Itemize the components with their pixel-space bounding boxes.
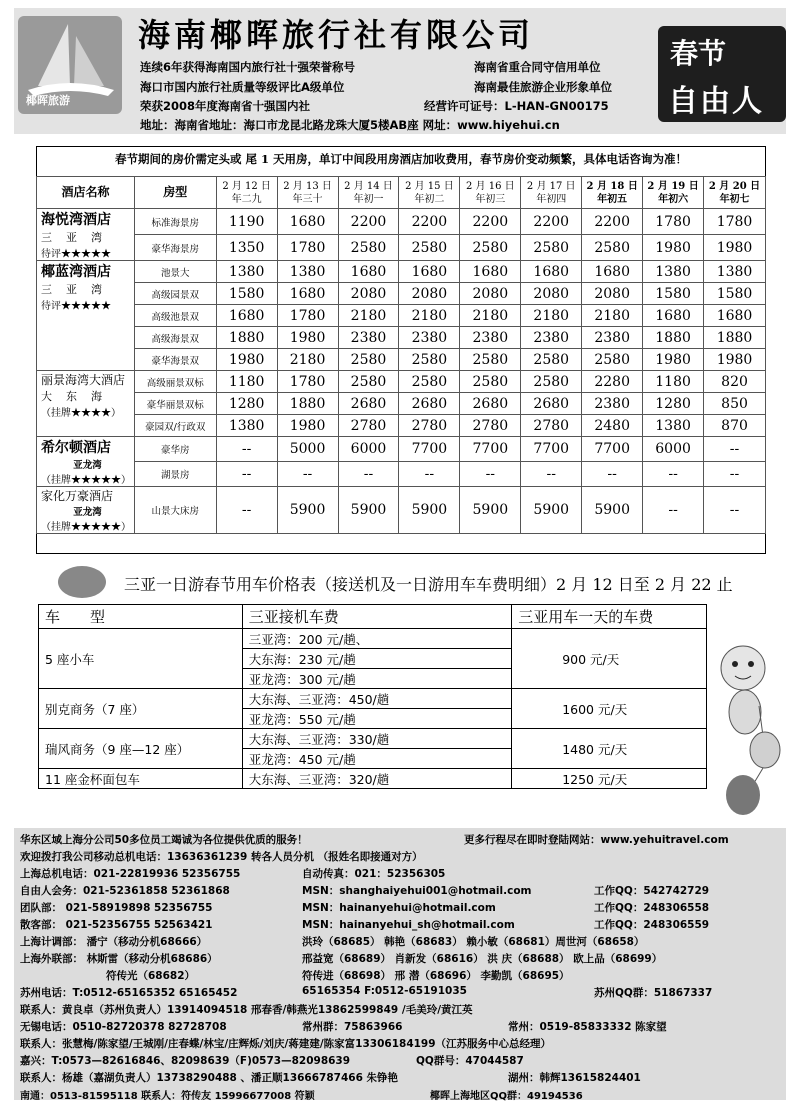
date-label: 2 月 18 日 (586, 180, 638, 192)
price-cell: 2380 (582, 327, 643, 349)
price-cell: -- (582, 462, 643, 487)
hotel-name: 椰蓝湾酒店 (41, 264, 111, 280)
price-cell: 2080 (460, 283, 521, 305)
price-cell: 2380 (460, 327, 521, 349)
price-cell: 7700 (582, 437, 643, 462)
hotel-name: 希尔顿酒店 (41, 440, 111, 456)
price-cell: -- (399, 462, 460, 487)
price-cell: 2580 (521, 235, 582, 261)
price-cell: 2780 (399, 415, 460, 437)
price-cell: 1380 (704, 261, 766, 283)
license-number: 经营许可证号：L-HAN-GN00175 (424, 99, 609, 113)
price-cell: -- (460, 462, 521, 487)
car-type: 瑞风商务（9 座—12 座） (39, 729, 243, 769)
price-cell: 820 (704, 371, 766, 393)
hotel-cell (37, 437, 135, 487)
price-cell: 5900 (277, 487, 338, 534)
day-fee: 1250 元/天 (512, 769, 707, 789)
lunar-label: 年初五 (597, 193, 628, 205)
hotel-area: 亚龙湾 (73, 507, 102, 518)
footer-line: 散客部： 021-52356755 52563421 (20, 919, 213, 931)
price-cell: 5900 (338, 487, 399, 534)
price-cell: 1980 (277, 415, 338, 437)
car-col-header: 三亚用车一天的车费 (512, 605, 707, 629)
price-cell: 2780 (460, 415, 521, 437)
footer-line: 联系人：黄良卓（苏州负责人）13914094518 邢春香/韩燕光13862599849 /毛美玲/黄江英 (20, 1004, 473, 1016)
table-row (37, 327, 766, 349)
table-row (37, 371, 766, 393)
hotel-price-table (36, 176, 766, 534)
price-cell: 1680 (460, 261, 521, 283)
footer-line: 上海总机电话：021-22819936 52356755 (20, 868, 241, 880)
lunar-label: 年初七 (719, 193, 750, 205)
price-cell: 2180 (399, 305, 460, 327)
price-cell: 2680 (521, 393, 582, 415)
price-cell: 2180 (582, 305, 643, 327)
price-cell: 1680 (277, 209, 338, 235)
footer-hotline: 欢迎拨打我公司移动总机电话：13636361239 转各人员分机 （报姓名即接通对方） (20, 851, 423, 863)
price-cell: 2380 (399, 327, 460, 349)
price-cell: 1190 (216, 209, 277, 235)
room-type: 湖景房 (134, 462, 216, 487)
table-row (39, 689, 707, 709)
footer-website[interactable]: 更多行程尽在即时登陆网站：www.yehuitravel.com (464, 834, 729, 846)
footer-line: 嘉兴：T:0573—82616846、82098639（F)0573—82098639 (20, 1055, 351, 1067)
date-label: 2 月 20 日 (708, 180, 761, 192)
room-type: 豪华房 (134, 437, 216, 462)
table-row (39, 769, 707, 789)
date-header (643, 177, 704, 209)
price-cell: 2080 (338, 283, 399, 305)
price-cell: 1780 (643, 209, 704, 235)
col-hotel-name: 酒店名称 (37, 177, 135, 209)
price-cell: 1380 (216, 261, 277, 283)
hotel-rating: 待评★★★★★ (41, 249, 111, 260)
price-cell: -- (704, 437, 766, 462)
footer-line: 南通：0513-81595118 联系人：符传友 15996677008 符颖 (20, 1091, 315, 1102)
price-cell: 1280 (216, 393, 277, 415)
day-fee: 1600 元/天 (512, 689, 707, 729)
price-cell: 1680 (704, 305, 766, 327)
price-cell: -- (338, 462, 399, 487)
table-row (37, 462, 766, 487)
footer-line: 联系人：杨雄（嘉湖负责人）13738290488 、潘正顺13666787466 朱铮艳 (20, 1072, 399, 1084)
transfer-fee: 亚龙湾：300 元/趟 (242, 669, 512, 689)
price-cell: 2580 (338, 349, 399, 371)
date-label: 2 月 13 日 (283, 180, 332, 192)
date-header (399, 177, 460, 209)
price-cell: 2080 (582, 283, 643, 305)
date-header (704, 177, 766, 209)
lunar-label: 年初六 (658, 193, 689, 205)
stamp-top-text: 春节 (670, 37, 727, 70)
hotel-name: 家化万豪酒店 (41, 489, 114, 503)
price-cell: 6000 (338, 437, 399, 462)
footer-line: 常州群：75863966 (302, 1021, 403, 1033)
transfer-fee: 大东海、三亚湾：450/趟 (242, 689, 512, 709)
price-cell: 2380 (521, 327, 582, 349)
price-cell: -- (643, 487, 704, 534)
price-cell: 2580 (460, 235, 521, 261)
footer-qq: 工作QQ：248306559 (594, 919, 710, 931)
footer-line: 符传进（68698） 邢 潜（68696） 李勤凯（68695） (302, 970, 570, 982)
footer-qq: 工作QQ：248306558 (594, 902, 710, 914)
price-cell: -- (521, 462, 582, 487)
hotel-cell (37, 371, 135, 437)
footer-line: 联系人：张慧梅/陈家望/王城刚/庄春蝶/林宝/庄辉烁/刘庆/蒋建建/陈家富13306184199（江苏服务中心总经理） (20, 1038, 552, 1050)
price-cell: 870 (704, 415, 766, 437)
price-cell: 2580 (460, 349, 521, 371)
table-row (39, 629, 707, 649)
footer-line: 苏州电话：T:0512-65165352 65165452 (20, 987, 238, 999)
price-cell: 1980 (704, 349, 766, 371)
room-type: 豪园双/行政双 (134, 415, 216, 437)
transfer-fee: 大东海、三亚湾：320/趟 (242, 769, 512, 789)
price-cell: 5900 (399, 487, 460, 534)
footer-line: 符传光（68682） (106, 970, 196, 982)
price-cell: 1780 (277, 371, 338, 393)
date-header (277, 177, 338, 209)
price-cell: 1380 (643, 415, 704, 437)
footer-line: 上海计调部： 潘宁（移动分机68666） (20, 936, 208, 948)
company-logo (18, 16, 122, 114)
price-cell: 2380 (582, 393, 643, 415)
lunar-label: 年二九 (231, 193, 262, 205)
price-cell: -- (216, 462, 277, 487)
footer-line: 湖州：韩辉13615824401 (508, 1072, 641, 1084)
price-cell: 2180 (521, 305, 582, 327)
price-cell: 2680 (460, 393, 521, 415)
price-cell: 1180 (216, 371, 277, 393)
price-cell: 1580 (216, 283, 277, 305)
price-cell: 1680 (338, 261, 399, 283)
hotel-location: 大东海 (41, 390, 116, 403)
price-cell: 850 (704, 393, 766, 415)
price-cell: 2180 (460, 305, 521, 327)
price-cell: 2280 (582, 371, 643, 393)
footer-msn: MSN：hainanyehui@hotmail.com (302, 902, 496, 914)
footer-line: 上海外联部： 林斯雷（移动分机68686） (20, 953, 218, 965)
footer-line: 团队部： 021-58919898 52356755 (20, 902, 213, 914)
tiger-mascot-icon (705, 640, 785, 820)
hotel-location: 三亚湾 (41, 231, 116, 244)
car-table-body (39, 605, 707, 789)
hotel-rating: 待评★★★★★ (41, 301, 111, 312)
price-cell: 2780 (521, 415, 582, 437)
price-cell: 2580 (399, 349, 460, 371)
logo-text: 椰晖旅游 (26, 94, 70, 107)
table-row (37, 415, 766, 437)
price-cell: 2680 (399, 393, 460, 415)
car-type: 5 座小车 (39, 629, 243, 689)
price-cell: 2580 (582, 235, 643, 261)
transfer-fee: 大东海、三亚湾：330/趟 (242, 729, 512, 749)
price-cell: 1980 (643, 235, 704, 261)
room-type: 高级池景双 (134, 305, 216, 327)
transfer-fee: 亚龙湾：550 元/趟 (242, 709, 512, 729)
price-cell: 1380 (643, 261, 704, 283)
table-row (39, 729, 707, 749)
price-cell: -- (704, 462, 766, 487)
price-cell: 1680 (216, 305, 277, 327)
price-cell: 1980 (643, 349, 704, 371)
price-cell: 2080 (399, 283, 460, 305)
table-row (37, 283, 766, 305)
price-cell: -- (216, 437, 277, 462)
date-label: 2 月 15 日 (405, 180, 454, 192)
honor-line: 荣获2008年度海南省十强国内社 (140, 99, 311, 113)
price-cell: 2200 (399, 209, 460, 235)
room-type: 高级丽景双标 (134, 371, 216, 393)
company-address: 地址：海南省地址：海口市龙昆北路龙珠大厦5楼AB座 网址：www.hiyehui.cn (140, 118, 560, 132)
hotel-rating: （挂牌★★★★★） (41, 522, 131, 533)
price-cell: 1880 (704, 327, 766, 349)
price-cell: 1180 (643, 371, 704, 393)
room-type: 豪华丽景双标 (134, 393, 216, 415)
footer-qq: 椰晖上海地区QQ群：49194536 (430, 1091, 583, 1102)
hotel-table-body (37, 209, 766, 534)
hotel-price-note: 春节期间的房价需定头或 尾 1 天用房，单订中间段用房酒店加收费用，春节房价变动频繁，具体电话咨询为准！ (114, 152, 687, 166)
date-header (582, 177, 643, 209)
room-type: 高级园景双 (134, 283, 216, 305)
table-row (37, 437, 766, 462)
price-cell: 2580 (399, 235, 460, 261)
hotel-table-header (37, 177, 766, 209)
price-cell: -- (277, 462, 338, 487)
price-cell: 2200 (582, 209, 643, 235)
room-type: 豪华海景房 (134, 235, 216, 261)
car-table-header (39, 605, 707, 629)
price-cell: 1280 (643, 393, 704, 415)
price-cell: 1350 (216, 235, 277, 261)
price-cell: 1680 (399, 261, 460, 283)
footer-msn: MSN：hainanyehui_sh@hotmail.com (302, 919, 515, 931)
price-cell: 1880 (277, 393, 338, 415)
footer-line: 洪玲（68685） 韩艳（68683） 赖小敏（68681）周世河（68658） (302, 936, 645, 948)
price-cell: 2080 (521, 283, 582, 305)
price-cell: 7700 (399, 437, 460, 462)
honor-line: 连续6年获得海南国内旅行社十强荣誉称号 (140, 60, 355, 74)
price-cell: 2480 (582, 415, 643, 437)
date-label: 2 月 14 日 (344, 180, 393, 192)
car-price-title: 三亚一日游春节用车价格表（接送机及一日游用车车费明细）2 月 12 日至 2 月 22 止 (124, 575, 733, 594)
date-label: 2 月 19 日 (647, 180, 699, 192)
footer-line: 无锡电话：0510-82720378 82728708 (20, 1021, 227, 1033)
price-cell: 6000 (643, 437, 704, 462)
date-label: 2 月 17 日 (526, 180, 576, 192)
lunar-label: 年初一 (353, 193, 384, 205)
price-cell: 1680 (582, 261, 643, 283)
hotel-rating: （挂牌★★★★） (41, 408, 121, 419)
spring-festival-stamp (658, 26, 786, 122)
hotel-name: 海悦湾酒店 (41, 212, 111, 228)
price-cell: 1880 (643, 327, 704, 349)
hotel-area: 亚龙湾 (73, 460, 102, 471)
footer-line: 自由人会务：021-52361858 52361868 (20, 885, 230, 897)
price-cell: 5900 (521, 487, 582, 534)
price-cell: 2180 (338, 305, 399, 327)
table-row (37, 393, 766, 415)
price-cell: 5900 (460, 487, 521, 534)
lunar-label: 年三十 (292, 193, 323, 205)
price-cell: -- (216, 487, 277, 534)
price-cell: 7700 (521, 437, 582, 462)
honor-line: 海南省重合同守信用单位 (474, 60, 601, 74)
price-cell: 2580 (338, 235, 399, 261)
car-price-table (38, 604, 707, 789)
footer-slogan: 华东区域上海分公司50多位员工竭诚为各位提供优质的服务！ (20, 834, 308, 846)
footer-line: 65165354 F:0512-65191035 (302, 985, 467, 997)
price-cell: 2580 (521, 349, 582, 371)
footer-msn: MSN：shanghaiyehui001@hotmail.com (302, 885, 532, 897)
price-cell: 2200 (460, 209, 521, 235)
price-cell: 1380 (216, 415, 277, 437)
price-cell: 2180 (277, 349, 338, 371)
table-row (37, 487, 766, 534)
stamp-bottom-text: 自由人 (668, 84, 764, 119)
hotel-cell (37, 487, 135, 534)
price-cell: 2780 (338, 415, 399, 437)
price-cell: 1580 (643, 283, 704, 305)
transfer-fee: 三亚湾：200 元/趟、 (242, 629, 512, 649)
day-fee: 900 元/天 (512, 629, 707, 689)
footer-qq: 工作QQ：542742729 (594, 885, 710, 897)
lunar-label: 年初四 (536, 193, 567, 205)
honor-line: 海南最佳旅游企业形象单位 (474, 80, 612, 94)
honor-line: 海口市国内旅行社质量等级评比A级单位 (140, 80, 345, 94)
price-cell: 1680 (643, 305, 704, 327)
table-row (37, 261, 766, 283)
price-cell: 2580 (460, 371, 521, 393)
footer-line: 常州：0519-85833332 陈家望 (508, 1021, 667, 1033)
price-cell: 2580 (338, 371, 399, 393)
price-cell: 1680 (277, 283, 338, 305)
hotel-location: 三亚湾 (41, 283, 116, 296)
room-type: 池景大 (134, 261, 216, 283)
price-cell: 1780 (704, 209, 766, 235)
room-type: 山景大床房 (134, 487, 216, 534)
price-cell: 2580 (399, 371, 460, 393)
car-section-badge-icon (58, 566, 106, 598)
room-type: 标准海景房 (134, 209, 216, 235)
price-cell: 2200 (521, 209, 582, 235)
lunar-label: 年初三 (475, 193, 506, 205)
hotel-cell (37, 261, 135, 371)
footer-line: 自动传真：021：52356305 (302, 868, 446, 880)
price-cell: 1880 (216, 327, 277, 349)
date-header (521, 177, 582, 209)
price-cell: -- (643, 462, 704, 487)
col-room-type: 房型 (134, 177, 216, 209)
price-cell: 1780 (277, 235, 338, 261)
price-cell: 1580 (704, 283, 766, 305)
transfer-fee: 大东海：230 元/趟 (242, 649, 512, 669)
hotel-name: 丽景海湾大酒店 (41, 373, 126, 387)
price-cell: 1380 (277, 261, 338, 283)
price-cell: 2200 (338, 209, 399, 235)
hotel-cell (37, 209, 135, 261)
room-type: 高级海景双 (134, 327, 216, 349)
table-row (37, 349, 766, 371)
date-header (460, 177, 521, 209)
car-type: 11 座金杯面包车 (39, 769, 243, 789)
footer-qq: QQ群号：47044587 (416, 1055, 524, 1067)
car-type: 别克商务（7 座） (39, 689, 243, 729)
lunar-label: 年初二 (414, 193, 445, 205)
date-header (216, 177, 277, 209)
date-label: 2 月 16 日 (466, 180, 515, 192)
table-row (37, 235, 766, 261)
car-col-header: 三亚接机车费 (242, 605, 512, 629)
car-col-header: 车 型 (39, 605, 243, 629)
transfer-fee: 亚龙湾：450 元/趟 (242, 749, 512, 769)
price-cell: 1780 (277, 305, 338, 327)
company-name: 海南椰晖旅行社有限公司 (138, 16, 535, 54)
table-row (37, 305, 766, 327)
room-type: 豪华海景双 (134, 349, 216, 371)
price-cell: 1980 (216, 349, 277, 371)
price-cell: -- (704, 487, 766, 534)
price-cell: 5000 (277, 437, 338, 462)
price-cell: 2580 (521, 371, 582, 393)
price-cell: 2580 (582, 349, 643, 371)
date-label: 2 月 12 日 (222, 180, 271, 192)
price-cell: 2680 (338, 393, 399, 415)
footer-qq: 苏州QQ群：51867337 (594, 987, 713, 999)
price-cell: 2380 (338, 327, 399, 349)
price-cell: 1980 (704, 235, 766, 261)
day-fee: 1480 元/天 (512, 729, 707, 769)
price-cell: 1980 (277, 327, 338, 349)
price-cell: 7700 (460, 437, 521, 462)
footer-line: 邢益宽（68689） 肖新发（68616） 洪 庆（68688） 欧上品（68699） (302, 953, 663, 965)
table-row (37, 209, 766, 235)
price-cell: 5900 (582, 487, 643, 534)
hotel-rating: （挂牌★★★★★） (41, 475, 131, 486)
price-cell: 1680 (521, 261, 582, 283)
date-header (338, 177, 399, 209)
